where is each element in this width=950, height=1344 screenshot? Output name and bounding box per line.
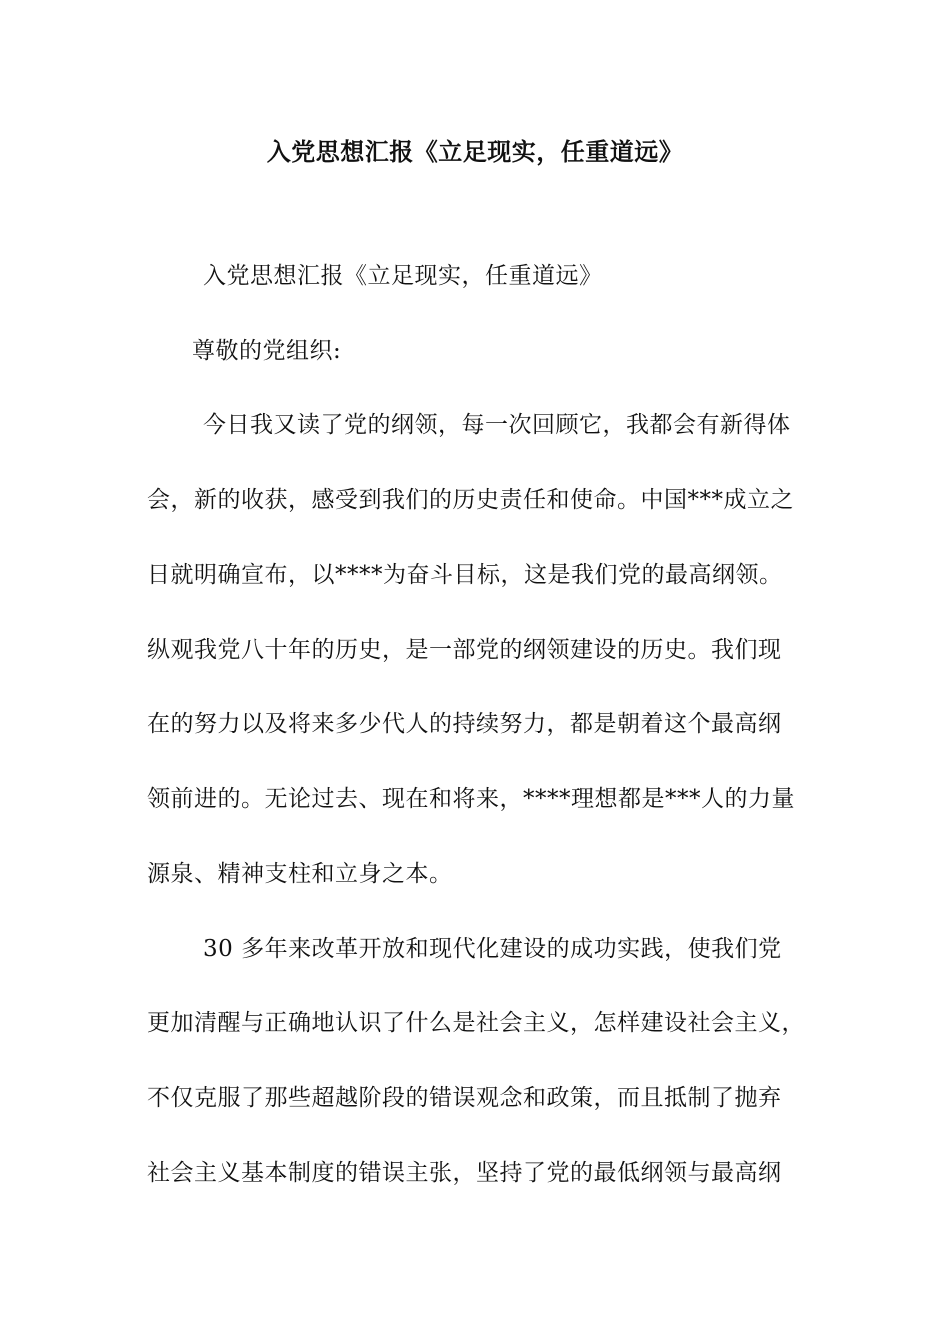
body-line: 会，新的收获，感受到我们的历史责任和使命。中国***成立之 (147, 487, 794, 513)
body-line: 30 多年来改革开放和现代化建设的成功实践，使我们党 (203, 936, 782, 962)
body-line: 今日我又读了党的纲领，每一次回顾它，我都会有新得体 (203, 412, 791, 438)
document-title: 入党思想汇报《立足现实，任重道远》 (266, 138, 684, 166)
body-line: 不仅克服了那些超越阶段的错误观念和政策，而且抵制了抛弃 (147, 1085, 782, 1111)
body-line: 领前进的。无论过去、现在和将来，****理想都是***人的力量 (147, 786, 795, 812)
body-line: 在的努力以及将来多少代人的持续努力，都是朝着这个最高纲 (147, 711, 782, 737)
body-line: 社会主义基本制度的错误主张，坚持了党的最低纲领与最高纲 (147, 1160, 782, 1186)
body-line: 更加清醒与正确地认识了什么是社会主义，怎样建设社会主义， (147, 1010, 805, 1036)
body-line: 源泉、精神支柱和立身之本。 (147, 861, 453, 887)
body-line: 纵观我党八十年的历史，是一部党的纲领建设的历史。我们现 (147, 637, 782, 663)
body-line-salutation: 尊敬的党组织: (192, 338, 342, 364)
body-line: 日就明确宣布，以****为奋斗目标，这是我们党的最高纲领。 (147, 562, 783, 588)
body-line-subtitle: 入党思想汇报《立足现实，任重道远》 (203, 263, 603, 289)
